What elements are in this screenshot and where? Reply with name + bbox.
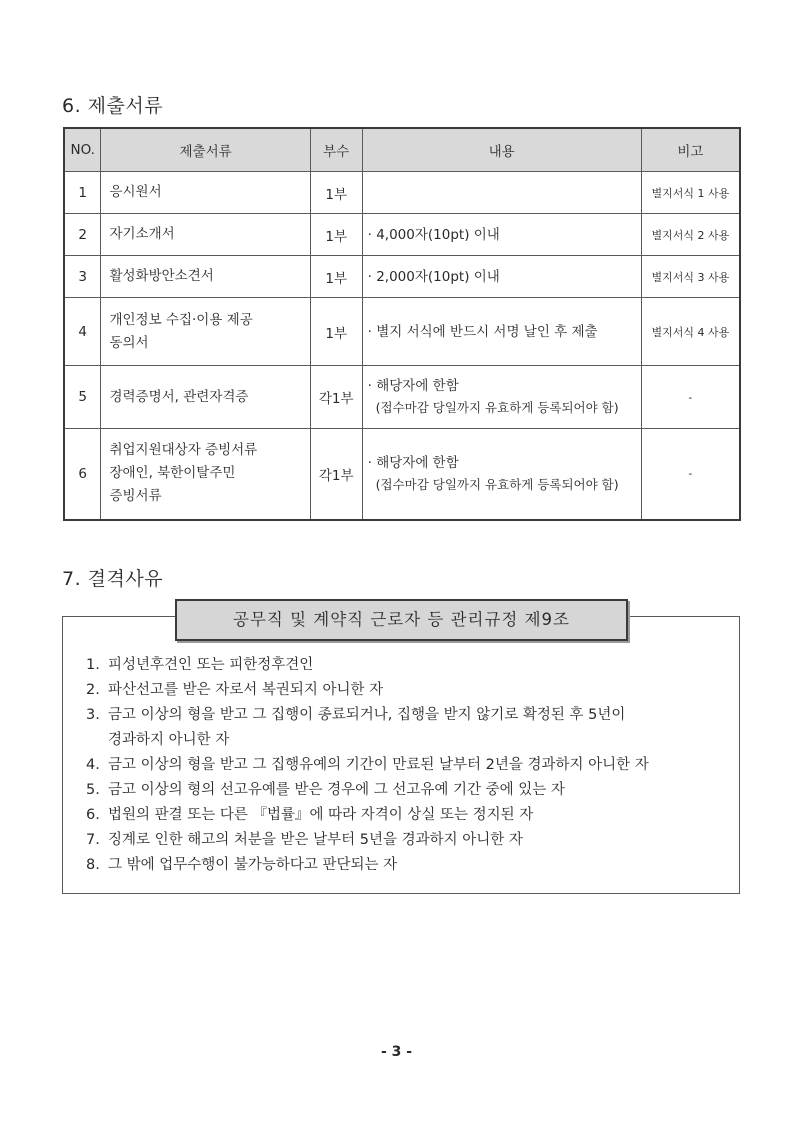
table-row: [64, 366, 740, 429]
row-name: [101, 298, 310, 366]
table-row: [64, 256, 740, 298]
row-name: [101, 366, 310, 429]
item-text: 금고 이상의 형을 받고 그 집행이 종료되거나, 집행을 받지 않기로 확정된 후 5년이: [108, 707, 626, 723]
row-copies: 각1부: [310, 429, 362, 520]
header-note: 비고: [641, 128, 740, 172]
row-content-line: · 4,000자(10pt) 이내: [367, 226, 500, 243]
row-note: 별지서식 4 사용: [641, 298, 740, 366]
row-name: [101, 172, 310, 214]
row-no: 2: [64, 214, 101, 256]
row-note: 별지서식 2 사용: [641, 214, 740, 256]
table-row: [64, 172, 740, 214]
item-text: 파산선고를 받은 자로서 복권되지 아니한 자: [108, 682, 384, 698]
row-content-line: · 해당자에 한함: [367, 454, 459, 471]
item-text: 법원의 판결 또는 다른 『법률』에 따라 자격이 상실 또는 정지된 자: [108, 807, 534, 823]
row-content: [362, 298, 641, 366]
row-content: [362, 214, 641, 256]
row-content-line: · 해당자에 한함: [367, 378, 459, 394]
row-name-line: 자기소개서: [109, 226, 175, 242]
row-content-subline: (접수마감 당일까지 유효하게 등록되어야 함): [375, 476, 619, 492]
row-copies: 1부: [310, 172, 362, 214]
list-item: [86, 803, 736, 828]
list-item: [86, 653, 736, 678]
item-number: 1.: [86, 657, 100, 673]
table-row: [64, 214, 740, 256]
table-row: [64, 429, 740, 520]
row-name-line: 경력증명서, 관련자격증: [109, 388, 249, 405]
row-name-line: 증빙서류: [109, 488, 162, 505]
row-name-line: 취업지원대상자 증빙서류: [109, 442, 258, 459]
documents-table: [63, 127, 741, 521]
disqualification-list: [86, 653, 736, 878]
list-item: [86, 678, 736, 703]
row-note: -: [641, 429, 740, 520]
regulation-title: 공무직 및 계약직 근로자 등 관리규정 제9조: [175, 599, 628, 641]
row-name: [101, 214, 310, 256]
row-name-line: 동의서: [109, 334, 149, 351]
row-name-line: 개인정보 수집·이용 제공: [109, 311, 253, 328]
row-no: 1: [64, 172, 101, 214]
table-header-row: [64, 128, 740, 172]
row-content-line: · 2,000자(10pt) 이내: [367, 268, 500, 285]
item-number: 3.: [86, 707, 100, 723]
row-copies: 1부: [310, 256, 362, 298]
row-copies: 1부: [310, 214, 362, 256]
item-text: 피성년후견인 또는 피한정후견인: [108, 657, 314, 673]
item-text-continued: 경과하지 아니한 자: [108, 732, 230, 748]
header-content: 내용: [362, 128, 641, 172]
row-content-subline: (접수마감 당일까지 유효하게 등록되어야 함): [375, 400, 619, 415]
item-number: 7.: [86, 832, 100, 848]
item-text: 금고 이상의 형의 선고유예를 받은 경우에 그 선고유예 기간 중에 있는 자: [108, 782, 565, 798]
header-no: NO.: [64, 128, 101, 172]
item-number: 4.: [86, 757, 100, 773]
row-content: [362, 366, 641, 429]
row-name-line: 활성화방안소견서: [109, 268, 214, 284]
row-name: [101, 256, 310, 298]
section-7-title: 7. 결격사유: [62, 568, 164, 590]
item-number: 5.: [86, 782, 100, 798]
row-note: 별지서식 3 사용: [641, 256, 740, 298]
section-6-title: 6. 제출서류: [62, 95, 164, 117]
row-note: 별지서식 1 사용: [641, 172, 740, 214]
header-document: 제출서류: [101, 128, 310, 172]
row-no: 6: [64, 429, 101, 520]
row-content-line: · 별지 서식에 반드시 서명 날인 후 제출: [367, 323, 598, 340]
row-content: [362, 256, 641, 298]
row-name-line: 응시원서: [109, 184, 162, 200]
row-name-line: 장애인, 북한이탈주민: [109, 465, 236, 482]
table-row: [64, 298, 740, 366]
row-no: 4: [64, 298, 101, 366]
row-note: -: [641, 366, 740, 429]
row-no: 3: [64, 256, 101, 298]
list-item: [86, 778, 736, 803]
list-item: [86, 828, 736, 853]
row-content: [362, 429, 641, 520]
item-text: 금고 이상의 형을 받고 그 집행유예의 기간이 만료된 날부터 2년을 경과하지 아니한 자: [108, 757, 649, 773]
header-copies: 부수: [310, 128, 362, 172]
row-name: [101, 429, 310, 520]
row-no: 5: [64, 366, 101, 429]
row-copies: 각1부: [310, 366, 362, 429]
page-number: - 3 -: [380, 1044, 413, 1060]
item-text: 그 밖에 업무수행이 불가능하다고 판단되는 자: [108, 857, 398, 873]
item-number: 6.: [86, 807, 100, 823]
row-content: [362, 172, 641, 214]
row-copies: 1부: [310, 298, 362, 366]
item-number: 8.: [86, 857, 100, 873]
item-number: 2.: [86, 682, 100, 698]
list-item: [86, 753, 736, 778]
item-text: 징계로 인한 해고의 처분을 받은 날부터 5년을 경과하지 아니한 자: [108, 832, 523, 848]
list-item: [86, 853, 736, 878]
list-item: [86, 703, 736, 753]
